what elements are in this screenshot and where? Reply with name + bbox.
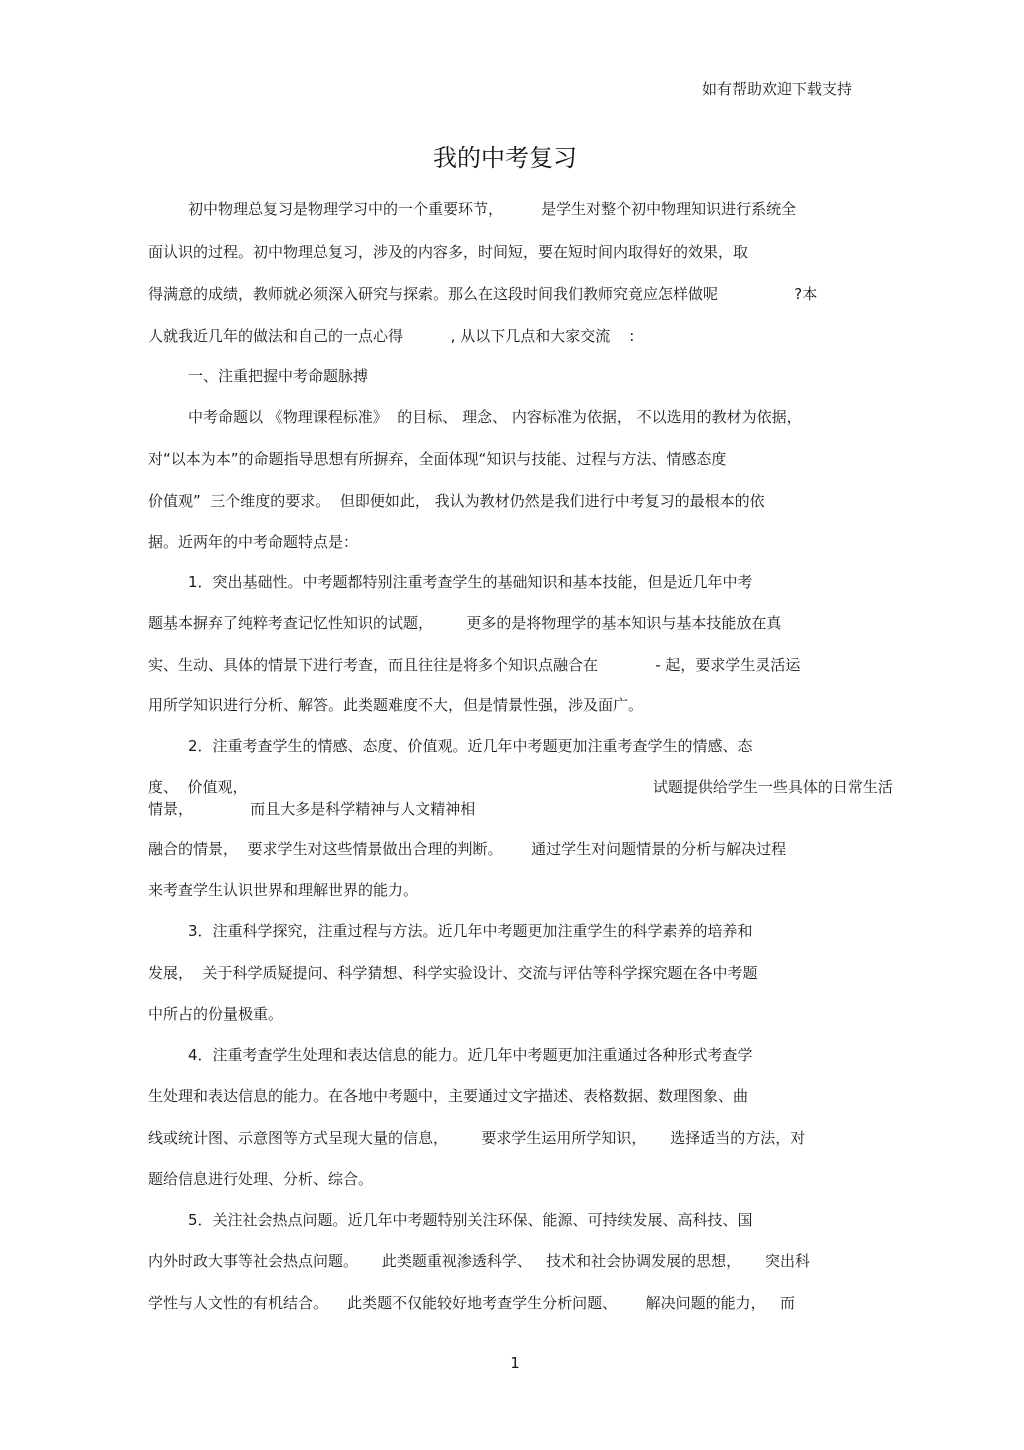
body-line: 度、 价值观， 试题提供给学生一些具体的日常生活 — [148, 778, 893, 796]
body-line: 内外时政大事等社会热点问题。 此类题重视渗透科学、 技术和社会协调发展的思想， 突出科 — [148, 1252, 810, 1270]
body-line: 初中物理总复习是物理学习中的一个重要环节， 是学生对整个初中物理知识进行系统全 — [188, 200, 797, 218]
body-line: 3．注重科学探究，注重过程与方法。近几年中考题更加注重学生的科学素养的培养和 — [188, 922, 753, 940]
header-note: 如有帮助欢迎下载支持 — [701, 80, 852, 98]
body-line: 面认识的过程。初中物理总复习，涉及的内容多，时间短，要在短时间内取得好的效果，取 — [148, 243, 749, 261]
body-line: 来考查学生认识世界和理解世界的能力。 — [148, 881, 419, 899]
body-line: 用所学知识进行分析、解答。此类题难度不大，但是情景性强，涉及面广。 — [148, 696, 644, 714]
page-title: 我的中考复习 — [433, 144, 577, 172]
body-line: 1．突出基础性。中考题都特别注重考查学生的基础知识和基本技能，但是近几年中考 — [188, 573, 753, 591]
body-line: 5．关注社会热点问题。近几年中考题特别关注环保、能源、可持续发展、高科技、国 — [188, 1211, 753, 1229]
page-number: 1 — [510, 1354, 520, 1372]
body-line: 学性与人文性的有机结合。 此类题不仅能较好地考查学生分析问题、 解决问题的能力， 而 — [148, 1294, 795, 1312]
body-line: 实、生动、具体的情景下进行考查，而且往往是将多个知识点融合在 - 起，要求学生灵活运 — [148, 656, 801, 674]
body-line: 对“以本为本”的命题指导思想有所摒弃，全面体现“知识与技能、过程与方法、情感态度 — [148, 450, 727, 468]
body-line: 题基本摒弃了纯粹考查记忆性知识的试题， 更多的是将物理学的基本知识与基本技能放在真 — [148, 614, 782, 632]
body-line: 人就我近几年的做法和自己的一点心得 , 从以下几点和大家交流 : — [148, 327, 635, 345]
body-line: 中考命题以 《物理课程标准》 的目标、 理念、 内容标准为依据， 不以选用的教材为依据， — [188, 408, 802, 426]
body-line: 题给信息进行处理、分析、综合。 — [148, 1170, 374, 1188]
body-line: 2．注重考查学生的情感、态度、价值观。近几年中考题更加注重考查学生的情感、态 — [188, 737, 753, 755]
body-line: 情景， 而且大多是科学精神与人文精神相 — [148, 800, 476, 818]
section-heading: 一、注重把握中考命题脉搏 — [188, 367, 369, 385]
body-line: 发展， 关于科学质疑提问、科学猜想、科学实验设计、交流与评估等科学探究题在各中考题 — [148, 964, 758, 982]
body-line: 据。近两年的中考命题特点是： — [148, 533, 359, 551]
body-line: 线或统计图、示意图等方式呈现大量的信息， 要求学生运用所学知识， 选择适当的方法，对 — [148, 1129, 806, 1147]
body-line: 生处理和表达信息的能力。在各地中考题中，主要通过文字描述、表格数据、数理图象、曲 — [148, 1087, 749, 1105]
body-line: 得满意的成绩，教师就必须深入研究与探索。那么在这段时间我们教师究竟应怎样做呢 ?本 — [148, 285, 818, 303]
body-line: 4．注重考查学生处理和表达信息的能力。近几年中考题更加注重通过各种形式考查学 — [188, 1046, 753, 1064]
body-line: 价值观” 三个维度的要求。 但即便如此， 我认为教材仍然是我们进行中考复习的最根本的依 — [148, 492, 765, 510]
body-line: 中所占的份量极重。 — [148, 1005, 284, 1023]
body-line: 融合的情景， 要求学生对这些情景做出合理的判断。 通过学生对问题情景的分析与解决过程 — [148, 840, 787, 858]
